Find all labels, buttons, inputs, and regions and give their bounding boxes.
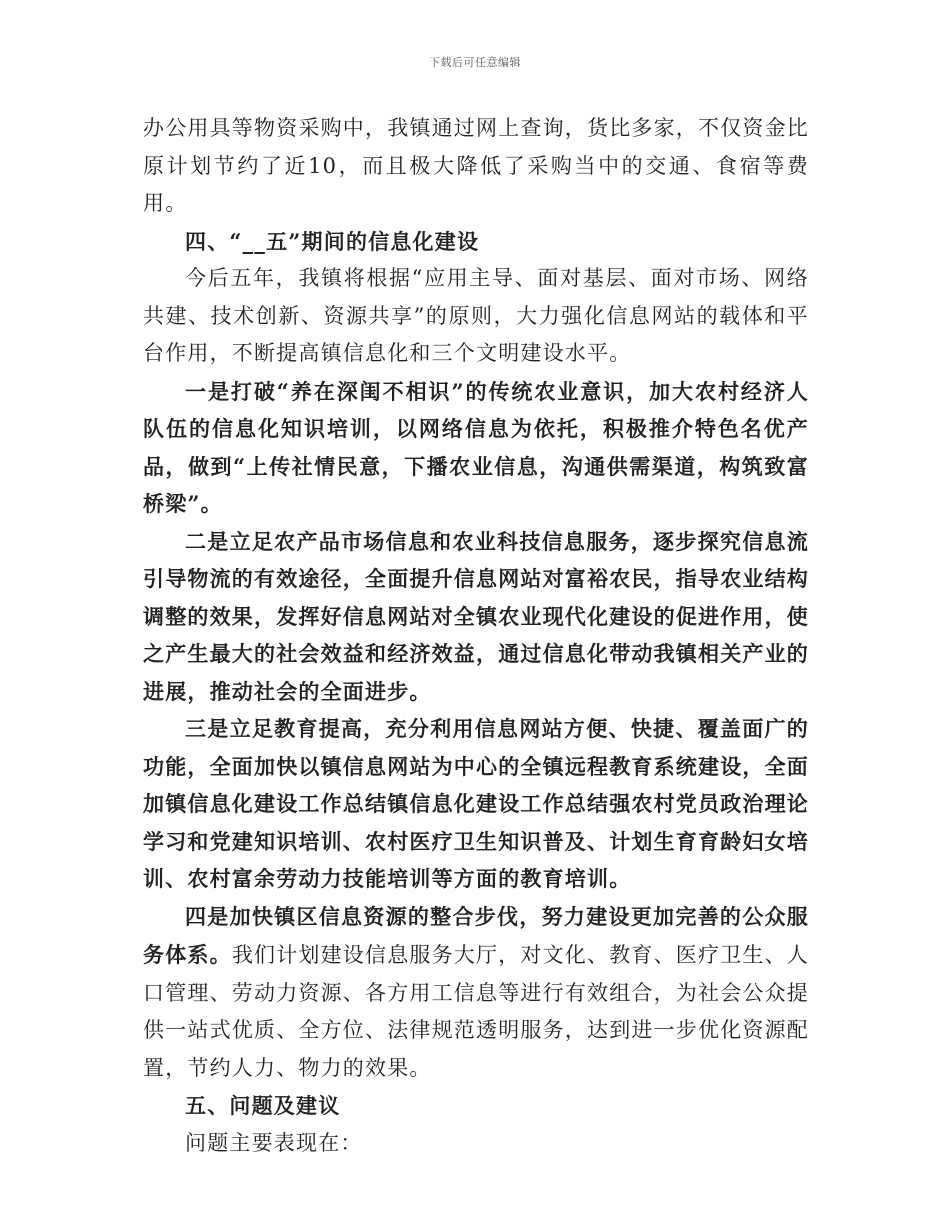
paragraph-point-four bbox=[143, 898, 809, 1088]
document-body bbox=[143, 110, 809, 1162]
paragraph-point-four-lead: 四是加快镇区信息资源的整合步伐，努力建设更加完善的公众服务体系。 bbox=[143, 903, 809, 967]
paragraph-point-one: 一是打破“养在深闺不相识”的传统农业意识，加大农村经济人队伍的信息化知识培训，以网络信息为依托，积极推介特色名优产品，做到“上传社情民意，下播农业信息，沟通供需渠道，构筑致富桥梁”。 bbox=[143, 378, 809, 516]
page-header: 下载后可任意编辑 bbox=[429, 56, 521, 69]
paragraph-point-two: 二是立足农产品市场信息和农业科技信息服务，逐步探究信息流引导物流的有效途径，全面提升信息网站对富裕农民，指导农业结构调整的效果，发挥好信息网站对全镇农业现代化建设的促进作用，使之产生最大的社会效益和经济效益，通过信息化带动我镇相关产业的进展，推动社会的全面进步。 bbox=[143, 528, 809, 704]
paragraph-problems-intro: 问题主要表现在： bbox=[185, 1130, 363, 1155]
paragraph-procurement: 办公用具等物资采购中，我镇通过网上查询，货比多家，不仅资金比原计划节约了近10，而且极大降低了采购当中的交通、食宿等费用。 bbox=[143, 116, 809, 215]
paragraph-point-three: 三是立足教育提高，充分利用信息网站方便、快捷、覆盖面广的功能，全面加快以镇信息网站为中心的全镇远程教育系统建设，全面加镇信息化建设工作总结镇信息化建设工作总结强农村党员政治理论学习和党建知识培训、农村医疗卫生知识普及、计划生育育龄妇女培训、农村富余劳动力技能培训等方面的教育培训。 bbox=[143, 716, 809, 891]
section-heading-five: 五、问题及建议 bbox=[185, 1093, 341, 1118]
section-heading-four: 四、“__五”期间的信息化建设 bbox=[185, 228, 480, 254]
paragraph-point-four-rest: 我们计划建设信息服务大厅，对文化、教育、医疗卫生、人口管理、劳动力资源、各方用工信息等进行有效组合，为社会公众提供一站式优质、全方位、法律规范透明服务，达到进一步优化资源配置，节约人力、物力的效果。 bbox=[143, 943, 810, 1080]
paragraph-five-year-plan: 今后五年，我镇将根据“应用主导、面对基层、面对市场、网络共建、技术创新、资源共享”的原则，大力强化信息网站的载体和平台作用，不断提高镇信息化和三个文明建设水平。 bbox=[143, 266, 809, 365]
